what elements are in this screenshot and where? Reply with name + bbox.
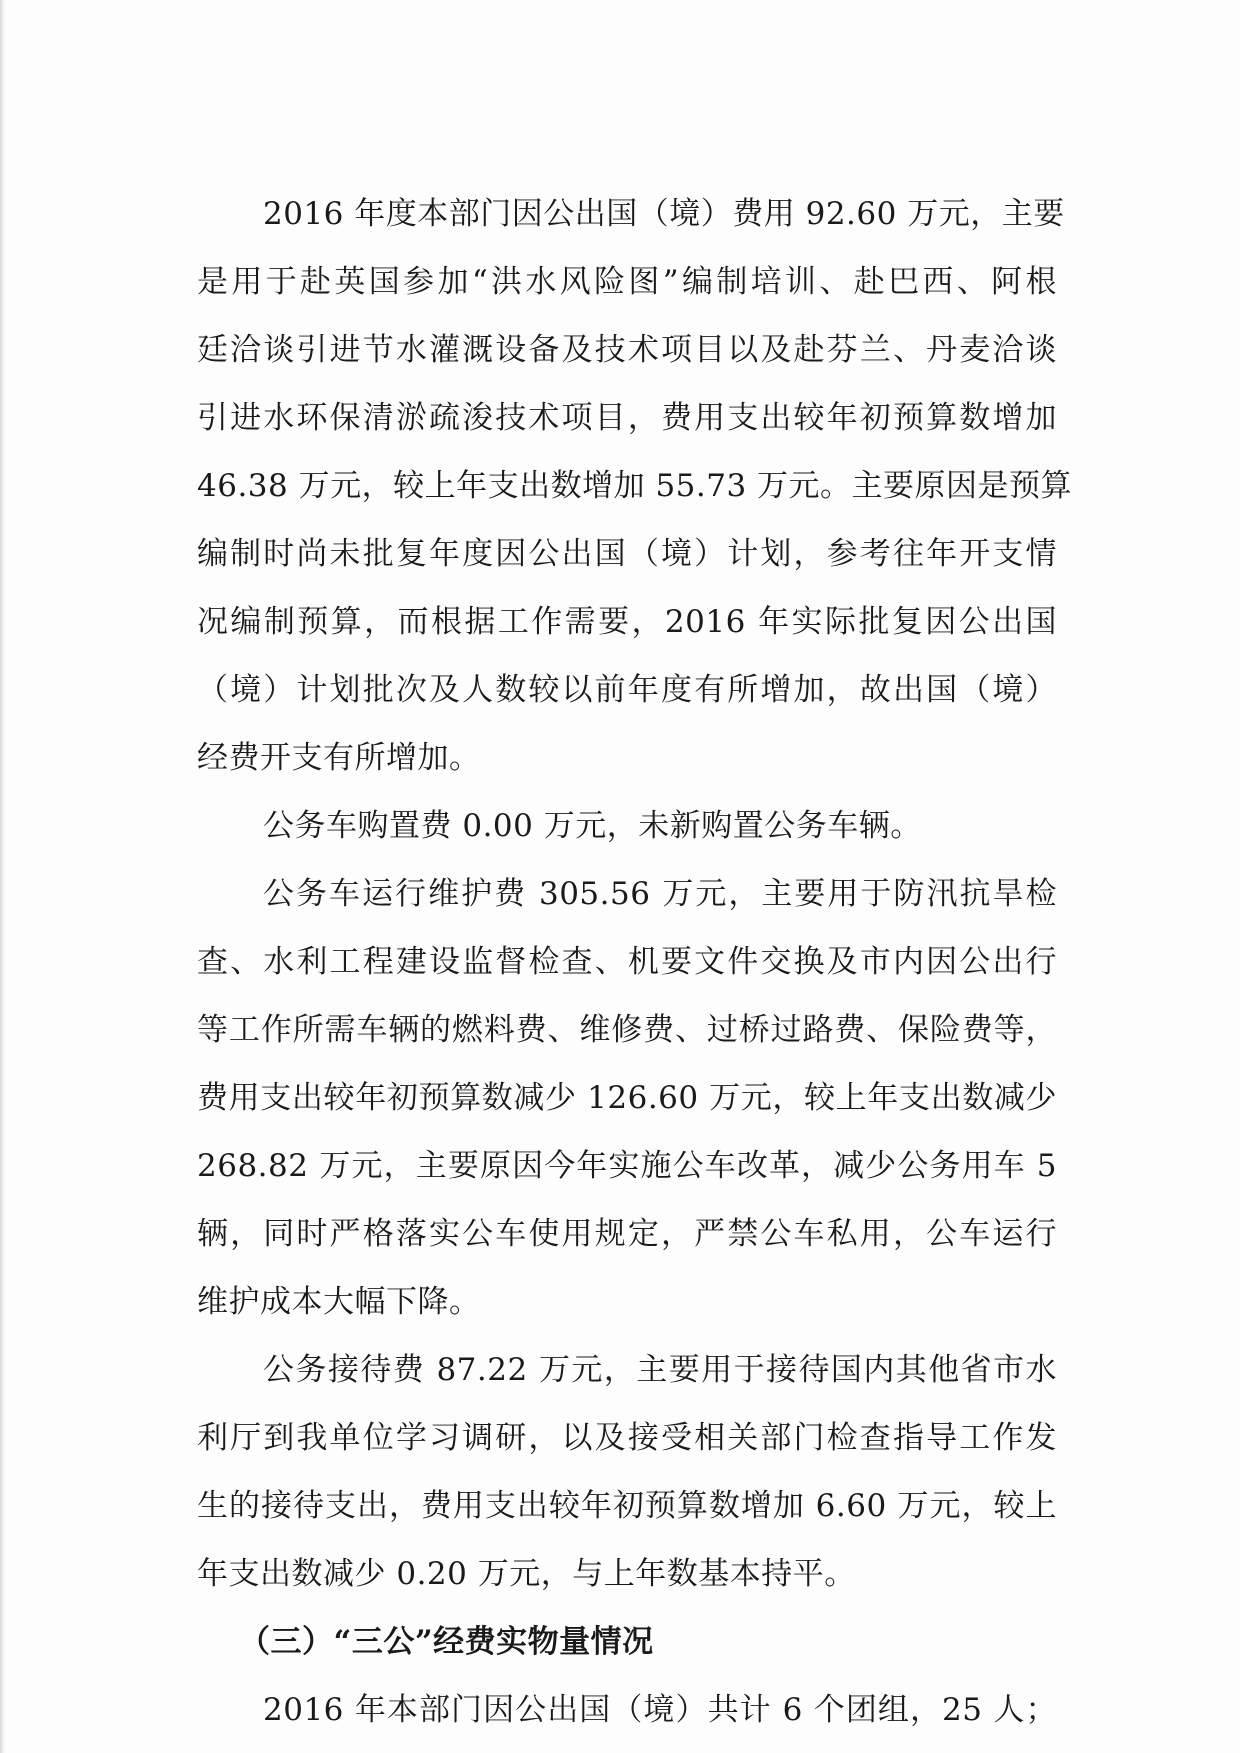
- paragraph-reception-line-4: 年支出数减少 0.20 万元，与上年数基本持平。: [197, 1556, 856, 1592]
- paragraph-vehicle-op-line-6: 辆，同时严格落实公车使用规定，严禁公车私用，公车运行: [197, 1216, 1057, 1252]
- paragraph-travel-line-4: 引进水环保清淤疏浚技术项目，费用支出较年初预算数增加: [197, 400, 1057, 436]
- paragraph-vehicle-op-line-3: 等工作所需车辆的燃料费、维修费、过桥过路费、保险费等，: [197, 1012, 1057, 1048]
- paragraph-vehicle-op-line-5: 268.82 万元，主要原因今年实施公车改革，减少公务用车 5: [197, 1148, 1057, 1184]
- paragraph-vehicle-purchase: 公务车购置费 0.00 万元，未新购置公务车辆。: [263, 808, 922, 844]
- paragraph-travel-line-8: （境）计划批次及人数较以前年度有所增加，故出国（境）: [197, 672, 1057, 708]
- paragraph-travel-line-9: 经费开支有所增加。: [197, 740, 481, 776]
- scan-edge-shadow: [0, 0, 6, 1753]
- paragraph-travel-line-1: 2016 年度本部门因公出国（境）费用 92.60 万元，主要: [263, 196, 1065, 232]
- paragraph-vehicle-op-line-1: 公务车运行维护费 305.56 万元，主要用于防汛抗旱检: [263, 876, 1057, 912]
- section-heading: （三）“三公”经费实物量情况: [239, 1624, 654, 1660]
- paragraph-vehicle-op-line-2: 查、水利工程建设监督检查、机要文件交换及市内因公出行: [197, 944, 1057, 980]
- paragraph-travel-line-7: 况编制预算，而根据工作需要，2016 年实际批复因公出国: [197, 604, 1057, 640]
- paragraph-travel-line-3: 廷洽谈引进节水灌溉设备及技术项目以及赴芬兰、丹麦洽谈: [197, 332, 1057, 368]
- paragraph-vehicle-op-line-7: 维护成本大幅下降。: [197, 1284, 481, 1320]
- paragraph-travel-line-6: 编制时尚未批复年度因公出国（境）计划，参考往年开支情: [197, 536, 1057, 572]
- paragraph-reception-line-1: 公务接待费 87.22 万元，主要用于接待国内其他省市水: [263, 1352, 1057, 1388]
- document-body: [197, 180, 1073, 1744]
- paragraph-reception-line-2: 利厅到我单位学习调研，以及接受相关部门检查指导工作发: [197, 1420, 1057, 1456]
- paragraph-travel-line-2: 是用于赴英国参加“洪水风险图”编制培训、赴巴西、阿根: [197, 264, 1057, 300]
- paragraph-vehicle-op-line-4: 费用支出较年初预算数减少 126.60 万元，较上年支出数减少: [197, 1080, 1057, 1116]
- paragraph-reception-line-3: 生的接待支出，费用支出较年初预算数增加 6.60 万元，较上: [197, 1488, 1057, 1524]
- paragraph-delegations: 2016 年本部门因公出国（境）共计 6 个团组，25 人；: [263, 1692, 1057, 1728]
- paragraph-travel-line-5: 46.38 万元，较上年支出数增加 55.73 万元。主要原因是预算: [197, 468, 1073, 504]
